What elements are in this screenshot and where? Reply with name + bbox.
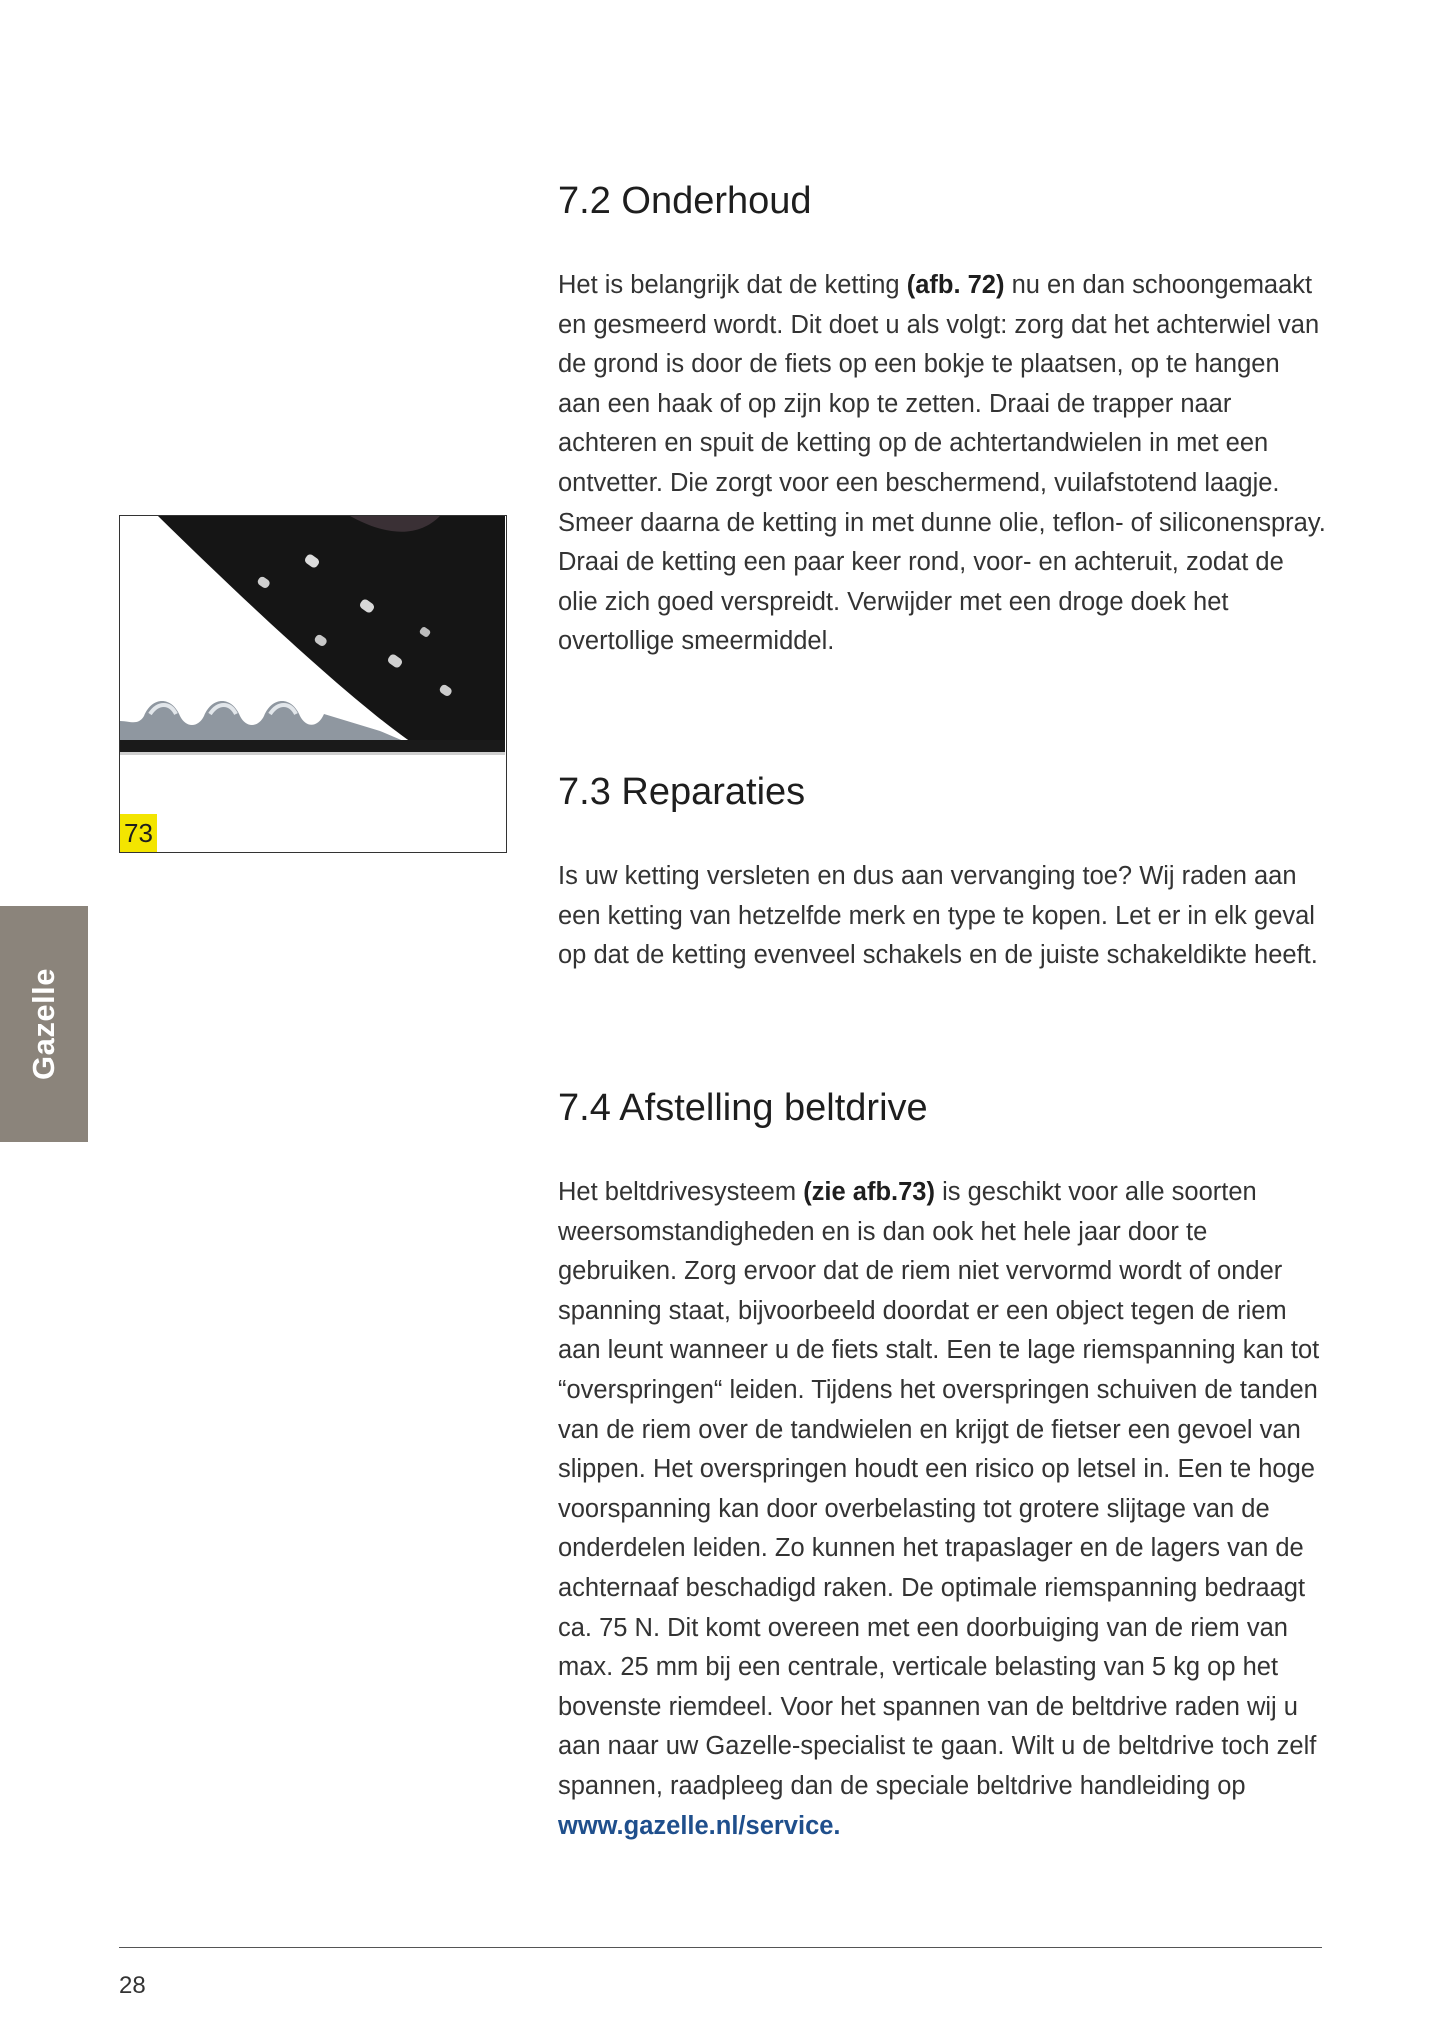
paragraph-text: Het beltdrivesysteem <box>558 1178 804 1206</box>
section-heading-reparaties: 7.3 Reparaties <box>558 771 806 813</box>
figure-belt-sprocket <box>119 515 507 853</box>
figure-label: 73 <box>120 814 157 852</box>
service-link[interactable]: www.gazelle.nl/service. <box>558 1811 841 1840</box>
paragraph-text: Is uw ketting versleten en dus aan vervanging toe? Wij raden aan een ketting van hetzelfde merk en type te kopen. Let er in elk geval op dat de ketting evenveel schakels en de juiste schakeldikte heeft. <box>558 862 1318 970</box>
figure-reference: (afb. 72) <box>906 271 1005 299</box>
section-heading-afstelling-beltdrive: 7.4 Afstelling beltdrive <box>558 1087 928 1129</box>
footer-divider <box>119 1947 1322 1948</box>
side-tab-label: Gazelle <box>26 967 61 1081</box>
section-paragraph-onderhoud <box>558 266 1328 662</box>
paragraph-text: Het is belangrijk dat de ketting <box>558 271 907 299</box>
figure-reference: (zie afb.73) <box>803 1178 935 1206</box>
side-tab-brand <box>0 906 88 1142</box>
paragraph-text: nu en dan schoongemaakt en gesmeerd wordt. Dit doet u als volgt: zorg dat het achterwiel van de grond is door de fiets op een bokje te plaatsen, op te hangen aan een haak of op zijn kop te zetten. Draai de trapper naar achteren en spuit de ketting op de achtertandwielen in met een ontvetter. Die zorgt voor een beschermend, vuilafstotend laagje. Smeer daarna de ketting in met dunne olie, teflon- of siliconenspray. Draai de ketting een paar keer rond, voor- en achteruit, zodat de olie zich goed verspreidt. Verwijder met een droge doek het overtollige smeermiddel. <box>558 271 1326 656</box>
belt-sprocket-image <box>120 516 505 851</box>
section-paragraph-reparaties <box>558 857 1328 976</box>
section-heading-onderhoud: 7.2 Onderhoud <box>558 180 812 222</box>
section-paragraph-afstelling-beltdrive <box>558 1173 1328 1846</box>
page-number: 28 <box>119 1972 146 1999</box>
paragraph-text: is geschikt voor alle soorten weersomstandigheden en is dan ook het hele jaar door te gebruiken. Zorg ervoor dat de riem niet vervormd wordt of onder spanning staat, bijvoorbeeld doordat er een object tegen de riem aan leunt wanneer u de fiets stalt. Een te lage riemspanning kan tot “overspringen“ leiden. Tijdens het overspringen schuiven de tanden van de riem over de tandwielen en krijgt de fietser een gevoel van slippen. Het overspringen houdt een risico op letsel in. Een te hoge voorspanning kan door overbelasting tot grotere slijtage van de onderdelen leiden. Zo kunnen het trapaslager en de lagers van de achternaaf beschadigd raken. De optimale riemspanning bedraagt ca. 75 N. Dit komt overeen met een doorbuiging van de riem van max. 25 mm bij een centrale, verticale belasting van 5 kg op het bovenste riemdeel. Voor het spannen van de beltdrive raden wij u aan naar uw Gazelle-specialist te gaan. Wilt u de beltdrive toch zelf spannen, raadpleeg dan de speciale beltdrive handleiding op <box>558 1178 1320 1800</box>
